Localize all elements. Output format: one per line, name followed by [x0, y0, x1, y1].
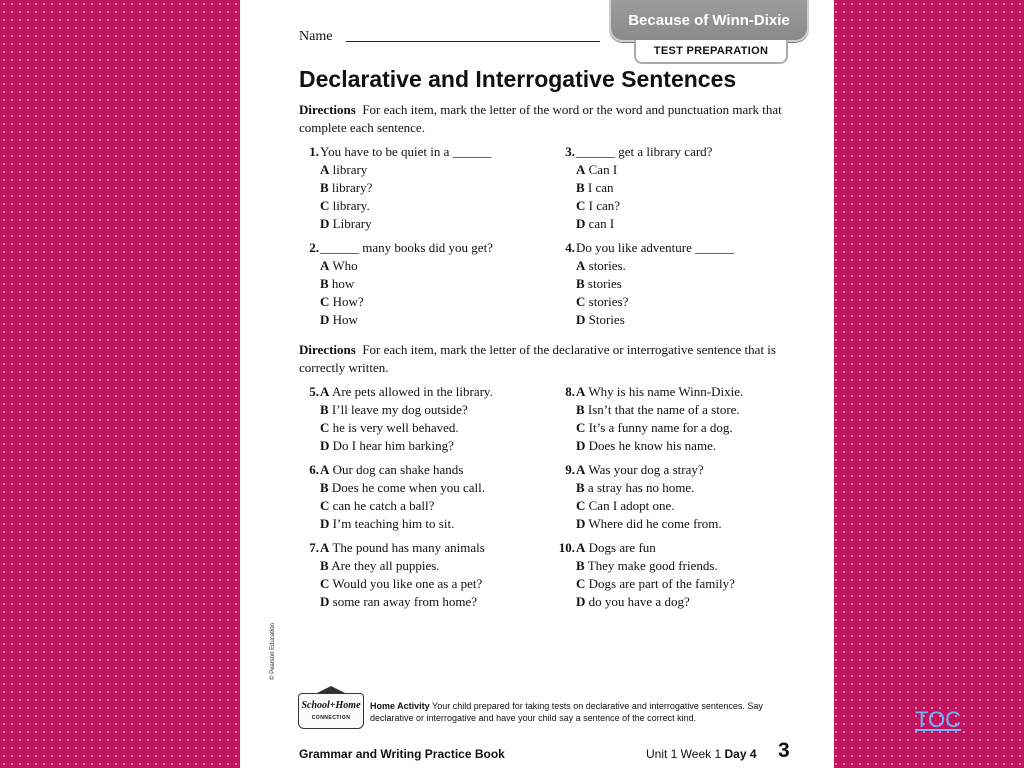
question-item: [301, 383, 541, 463]
question-number: 2.: [309, 240, 319, 255]
home-activity-text: Your child prepared for taking tests on declarative and interrogative sentences. Say declarative or interrogative and have your child say a sentence of the correct kind.: [370, 701, 763, 723]
question-item: [557, 239, 797, 327]
option-text: Can I adopt one.: [588, 498, 675, 513]
option-text: Would you like one as a pet?: [332, 576, 483, 591]
question-number: 5.: [309, 384, 319, 399]
home-activity-label: Home Activity: [370, 701, 430, 711]
answer-option[interactable]: [576, 515, 722, 533]
option-text: I’ll leave my dog outside?: [331, 402, 468, 417]
toc-link[interactable]: TOC: [915, 707, 962, 732]
question-item: [301, 461, 541, 541]
answer-option[interactable]: [576, 539, 656, 557]
option-text: Isn’t that the name of a store.: [587, 402, 740, 417]
question-item: [301, 143, 541, 231]
answer-option[interactable]: [576, 383, 743, 401]
answer-option[interactable]: [320, 401, 468, 419]
option-text: he is very well behaved.: [332, 420, 459, 435]
option-letter: D: [320, 438, 330, 453]
option-letter: C: [320, 198, 330, 213]
option-letter: D: [576, 216, 586, 231]
option-letter: C: [320, 576, 330, 591]
option-letter: D: [320, 516, 330, 531]
option-letter: A: [320, 462, 330, 477]
answer-option[interactable]: [320, 215, 372, 233]
answer-option[interactable]: [320, 383, 493, 401]
option-letter: C: [320, 420, 330, 435]
answer-option[interactable]: [576, 575, 735, 593]
option-letter: B: [576, 402, 585, 417]
answer-option[interactable]: [576, 437, 716, 455]
logo-line1: School+Home: [301, 700, 361, 711]
option-text: Library: [332, 216, 372, 231]
option-text: How: [332, 312, 358, 327]
option-letter: A: [576, 384, 586, 399]
option-text: Can I: [588, 162, 618, 177]
question-number: 10.: [558, 540, 575, 555]
answer-option[interactable]: [320, 539, 485, 557]
option-letter: C: [576, 576, 586, 591]
answer-option[interactable]: [576, 479, 694, 497]
option-letter: A: [576, 162, 586, 177]
option-text: Was your dog a stray?: [588, 462, 704, 477]
answer-option[interactable]: [320, 437, 454, 455]
answer-option[interactable]: [576, 593, 690, 611]
option-letter: A: [576, 462, 586, 477]
answer-option[interactable]: [320, 575, 482, 593]
answer-option[interactable]: [320, 293, 364, 311]
option-letter: C: [576, 198, 586, 213]
answer-option[interactable]: [320, 515, 454, 533]
answer-option[interactable]: [576, 419, 733, 437]
question-number: 3.: [565, 144, 575, 159]
footer-unit-week: [646, 747, 757, 761]
question-number: 7.: [309, 540, 319, 555]
option-letter: B: [320, 558, 329, 573]
answer-option[interactable]: [320, 179, 372, 197]
option-letter: C: [320, 498, 330, 513]
option-letter: B: [576, 180, 585, 195]
option-text: stories.: [588, 258, 626, 273]
option-letter: A: [320, 162, 330, 177]
option-letter: B: [576, 480, 585, 495]
page-number: 3: [778, 739, 790, 762]
answer-option[interactable]: [320, 257, 358, 275]
option-text: Stories: [588, 312, 625, 327]
option-text: I can?: [588, 198, 621, 213]
option-letter: B: [576, 558, 585, 573]
option-text: library.: [332, 198, 370, 213]
answer-option[interactable]: [576, 557, 718, 575]
option-text: The pound has many animals: [332, 540, 485, 555]
option-text: Does he come when you call.: [331, 480, 485, 495]
option-letter: A: [320, 258, 330, 273]
option-text: I’m teaching him to sit.: [332, 516, 455, 531]
question-item: [301, 239, 541, 327]
book-title-tab: [609, 0, 809, 42]
answer-option[interactable]: [576, 497, 675, 515]
footer-day: Day 4: [724, 747, 757, 761]
option-text: can he catch a ball?: [332, 498, 435, 513]
option-text: a stray has no home.: [587, 480, 695, 495]
directions-2: [299, 341, 799, 377]
option-letter: C: [576, 294, 586, 309]
directions-text: For each item, mark the letter of the declarative or interrogative sentence that is correctly written.: [299, 342, 776, 375]
answer-option[interactable]: [576, 275, 622, 293]
option-letter: A: [576, 540, 586, 555]
answer-option[interactable]: [320, 497, 434, 515]
option-text: It’s a funny name for a dog.: [588, 420, 733, 435]
name-line: [346, 41, 600, 42]
option-letter: B: [576, 276, 585, 291]
question-stem: ______ many books did you get?: [320, 240, 493, 255]
answer-option[interactable]: [320, 161, 367, 179]
option-letter: D: [320, 594, 330, 609]
option-text: How?: [332, 294, 364, 309]
answer-option[interactable]: [320, 479, 485, 497]
directions-label: Directions: [299, 342, 356, 357]
option-letter: A: [320, 540, 330, 555]
worksheet-page: [240, 0, 834, 768]
option-text: Dogs are fun: [588, 540, 656, 555]
option-letter: D: [320, 312, 330, 327]
answer-option[interactable]: [320, 197, 370, 215]
option-text: Who: [332, 258, 358, 273]
answer-option[interactable]: [576, 461, 704, 479]
option-letter: B: [320, 402, 329, 417]
question-item: [557, 383, 797, 463]
option-letter: C: [576, 420, 586, 435]
question-stem: ______ get a library card?: [576, 144, 713, 159]
answer-option[interactable]: [320, 419, 459, 437]
school-home-connection-logo: [298, 693, 364, 729]
answer-option[interactable]: [576, 215, 614, 233]
option-letter: D: [576, 438, 586, 453]
option-letter: B: [320, 480, 329, 495]
option-text: can I: [588, 216, 615, 231]
question-number: 6.: [309, 462, 319, 477]
answer-option[interactable]: [576, 179, 614, 197]
option-letter: A: [576, 258, 586, 273]
option-letter: C: [320, 294, 330, 309]
option-text: some ran away from home?: [332, 594, 478, 609]
option-letter: D: [576, 594, 586, 609]
option-text: do you have a dog?: [588, 594, 690, 609]
house-roof-icon: [315, 686, 347, 694]
section-tab: [634, 40, 788, 64]
question-item: [557, 143, 797, 231]
answer-option[interactable]: [576, 197, 620, 215]
option-text: Do I hear him barking?: [332, 438, 454, 453]
question-number: 8.: [565, 384, 575, 399]
logo-line2: CONNECTION: [311, 715, 351, 721]
question-number: 9.: [565, 462, 575, 477]
option-text: how: [331, 276, 355, 291]
option-letter: C: [576, 498, 586, 513]
option-text: stories?: [588, 294, 629, 309]
option-text: Are pets allowed in the library.: [331, 384, 493, 399]
answer-option[interactable]: [320, 311, 358, 329]
answer-option[interactable]: [320, 557, 440, 575]
footer-unit-week-text: Unit 1 Week 1: [646, 747, 722, 761]
option-letter: D: [576, 516, 586, 531]
option-text: Does he know his name.: [588, 438, 717, 453]
question-item: [557, 461, 797, 541]
directions-text: For each item, mark the letter of the word or the word and punctuation mark that complete each sentence.: [299, 102, 782, 135]
answer-option[interactable]: [576, 293, 628, 311]
answer-option[interactable]: [576, 311, 625, 329]
question-stem: Do you like adventure ______: [576, 240, 735, 255]
question-number: 1.: [309, 144, 319, 159]
directions-label: Directions: [299, 102, 356, 117]
option-text: Dogs are part of the family?: [588, 576, 735, 591]
answer-option[interactable]: [576, 401, 740, 419]
option-text: Where did he come from.: [588, 516, 722, 531]
answer-option[interactable]: [576, 161, 617, 179]
option-letter: A: [320, 384, 330, 399]
option-text: library: [332, 162, 368, 177]
copyright-notice: © Pearson Education: [270, 623, 276, 680]
option-text: They make good friends.: [587, 558, 718, 573]
option-text: Why is his name Winn-Dixie.: [588, 384, 744, 399]
directions-1: [299, 101, 799, 137]
option-letter: B: [320, 276, 329, 291]
answer-option[interactable]: [320, 593, 477, 611]
question-number: 4.: [565, 240, 575, 255]
option-letter: D: [576, 312, 586, 327]
worksheet-title: Declarative and Interrogative Sentences: [299, 66, 737, 92]
option-letter: B: [320, 180, 329, 195]
option-text: library?: [331, 180, 373, 195]
answer-option[interactable]: [320, 461, 463, 479]
home-activity: [370, 700, 775, 724]
option-text: stories: [587, 276, 622, 291]
option-text: Are they all puppies.: [331, 558, 440, 573]
section-tab-label: TEST PREPARATION: [653, 45, 769, 57]
answer-option[interactable]: [576, 257, 626, 275]
answer-option[interactable]: [320, 275, 354, 293]
name-label: Name: [299, 29, 333, 44]
footer-book-title: Grammar and Writing Practice Book: [299, 747, 505, 761]
option-text: I can: [587, 180, 614, 195]
book-title: Because of Winn-Dixie: [628, 12, 790, 29]
option-text: Our dog can shake hands: [332, 462, 464, 477]
question-stem: You have to be quiet in a ______: [320, 144, 492, 159]
option-letter: D: [320, 216, 330, 231]
question-item: [301, 539, 541, 619]
question-item: [557, 539, 797, 619]
